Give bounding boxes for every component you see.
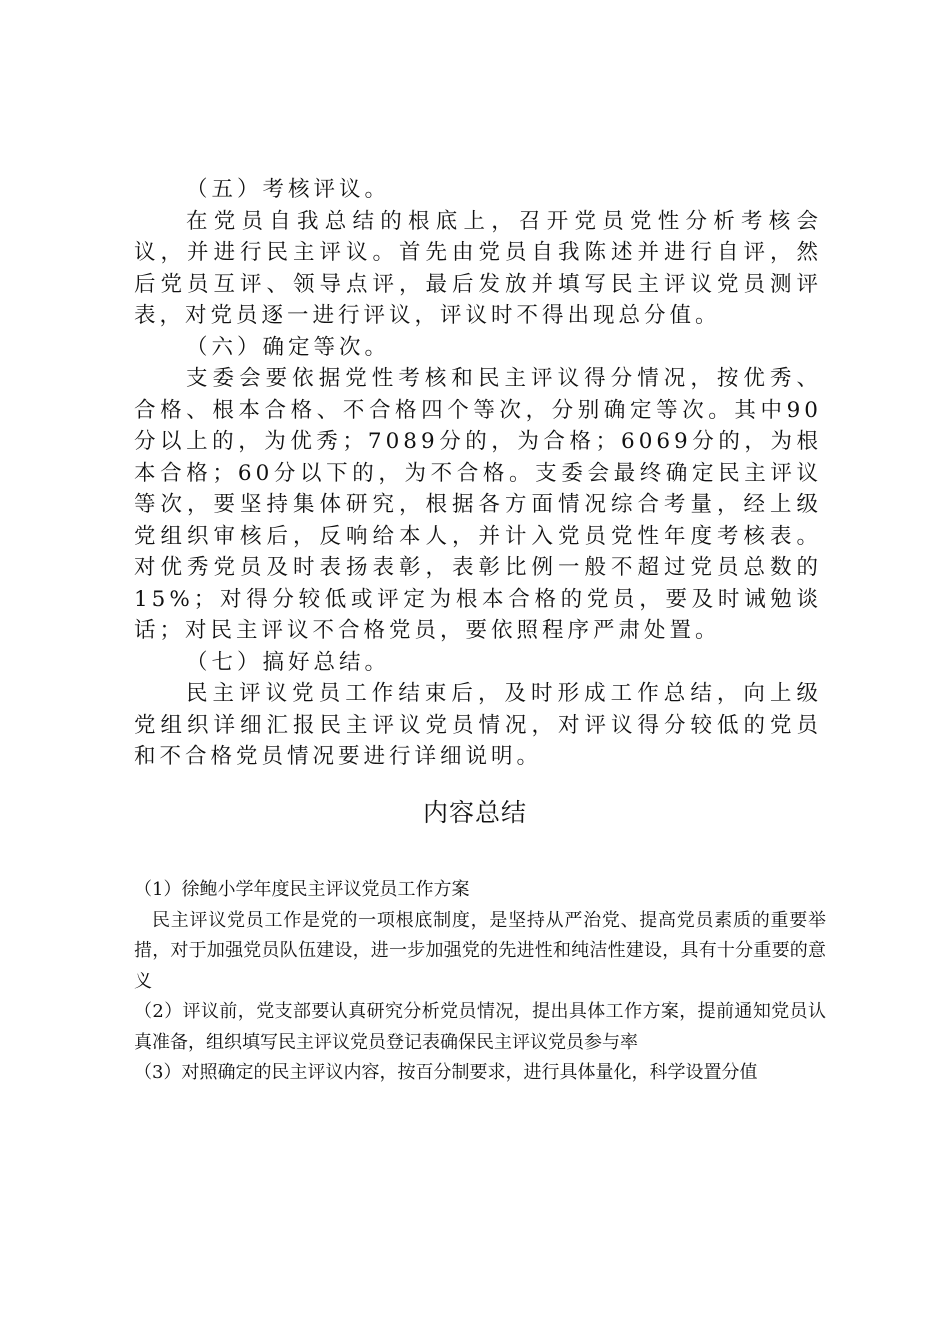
summary-item-3: （3）对照确定的民主评议内容，按百分制要求，进行具体量化，科学设置分值 xyxy=(134,1062,758,1083)
section-7-heading: （七）搞好总结。 xyxy=(186,649,391,675)
section-7-paragraph: 民主评议党员工作结束后，及时形成工作总结，向上级党组织详细汇报民主评议党员情况，对评议得分较低的党员和不合格党员情况要进行详细说明。 xyxy=(134,681,822,769)
section-5-heading: （五）考核评议。 xyxy=(186,177,391,202)
summary-item-1: （1）徐鲍小学年度民主评议党员工作方案 xyxy=(134,879,470,900)
summary-list xyxy=(134,875,826,1089)
summary-title: 内容总结 xyxy=(422,798,527,827)
summary-item-1-detail: 民主评议党员工作是党的一项根底制度，是坚持从严治党、提高党员素质的重要举措，对于加强党员队伍建设，进一步加强党的先进性和纯洁性建设，具有十分重要的意义 xyxy=(134,909,826,992)
section-6-paragraph: 支委会要依据党性考核和民主评议得分情况，按优秀、合格、根本合格、不合格四个等次，分别确定等次。其中90分以上的，为优秀；7089分的，为合格；6069分的，为根本合格；60分以下的，为不合格。支委会最终确定民主评议等次，要坚持集体研究，根据各方面情况综合考量，经上级党组织审核后，反响给本人，并计入党员党性年度考核表。对优秀党员及时表扬表彰，表彰比例一般不超过党员总数的15%；对得分较低或评定为根本合格的党员，要及时诫勉谈话；对民主评议不合格党员，要依照程序严肃处置。 xyxy=(134,366,822,643)
section-6-heading: （六）确定等次。 xyxy=(186,334,391,360)
body-text xyxy=(134,174,822,773)
summary-item-2: （2）评议前，党支部要认真研究分析党员情况，提出具体工作方案，提前通知党员认真准备，组织填写民主评议党员登记表确保民主评议党员参与率 xyxy=(134,1001,826,1053)
section-5-paragraph: 在党员自我总结的根底上，召开党员党性分析考核会议，并进行民主评议。首先由党员自我陈述并进行自评，然后党员互评、领导点评，最后发放并填写民主评议党员测评表，对党员逐一进行评议，评议时不得出现总分值。 xyxy=(134,208,822,328)
